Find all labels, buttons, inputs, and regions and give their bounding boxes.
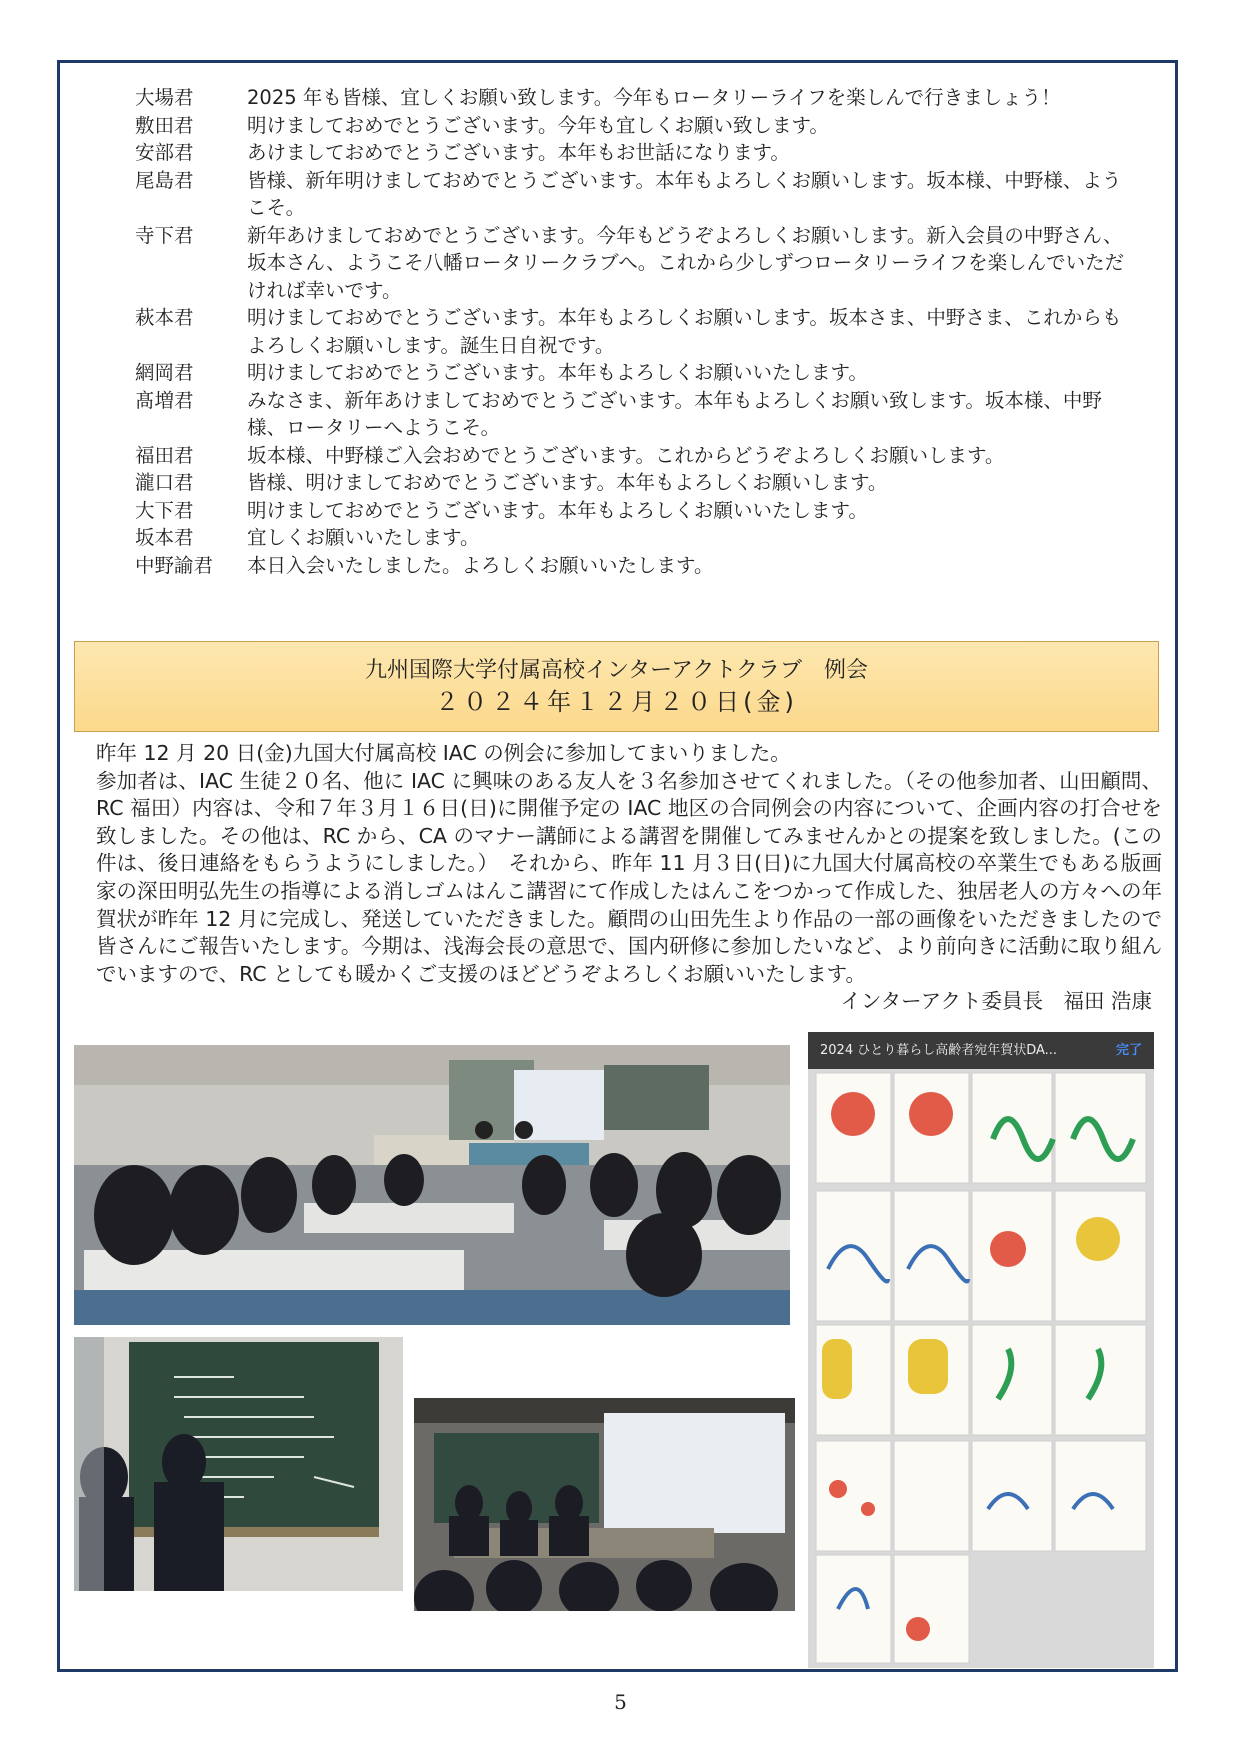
- greeting-message: 明けましておめでとうございます。本年もよろしくお願いいたします。: [247, 361, 868, 384]
- greeting-message: 新年あけましておめでとうございます。今年もどうぞよろしくお願いします。新入会員の中野さん、坂本さん、ようこそ八幡ロータリークラブへ。これから少しずつロータリーライフを楽しんでいただければ幸いです。: [247, 223, 1125, 302]
- greeting-row: [135, 167, 1135, 222]
- greeting-message: 皆様、新年明けましておめでとうございます。本年もよろしくお願いします。坂本様、中野様、ようこそ。: [247, 168, 1122, 219]
- greetings-list: [135, 84, 1135, 579]
- greeting-message: 本日入会いたしました。よろしくお願いいたします。: [247, 553, 714, 577]
- greeting-message: 明けましておめでとうございます。今年も宜しくお願い致します。: [247, 113, 829, 137]
- report-intro: 昨年 12 月 20 日(金)九国大付属高校 IAC の例会に参加してまいりました。: [96, 741, 791, 765]
- cards-app-header: [808, 1032, 1154, 1069]
- new-year-cards-photo: [808, 1032, 1154, 1668]
- greeting-member-name: 敷田君: [135, 113, 194, 137]
- greeting-message: 皆様、明けましておめでとうございます。本年もよろしくお願いします。: [247, 471, 888, 494]
- greeting-row: [135, 304, 1135, 359]
- greeting-row: [135, 112, 1135, 140]
- banner-title: 九州国際大学付属高校インターアクトクラブ 例会: [365, 658, 868, 683]
- greeting-row: [135, 497, 1135, 525]
- greeting-message: あけましておめでとうございます。本年もお世話になります。: [247, 141, 790, 164]
- greeting-member-name: 尾島君: [135, 168, 194, 192]
- report-body: [96, 740, 1162, 1016]
- greeting-row: [135, 552, 1135, 580]
- presentation-photo: [414, 1398, 795, 1611]
- cards-header-title: 2024 ひとり暮らし高齢者宛年賀状DA...: [820, 1043, 1058, 1058]
- greeting-row: [135, 359, 1135, 387]
- greeting-row: [135, 222, 1135, 305]
- greeting-member-name: 坂本君: [135, 526, 194, 549]
- greeting-member-name: 大下君: [135, 498, 194, 522]
- report-signature: インターアクト委員長 福田 浩康: [840, 989, 1152, 1014]
- page-number: 5: [614, 1690, 627, 1714]
- greeting-row: [135, 524, 1135, 552]
- greeting-member-name: 中野諭君: [135, 553, 214, 577]
- greeting-member-name: 萩本君: [135, 306, 194, 329]
- greeting-member-name: 瀧口君: [135, 471, 194, 494]
- greeting-message: 2025 年も皆様、宜しくお願い致します。今年もロータリーライフを楽しんで行きましょう！: [247, 86, 1061, 109]
- classroom-photo: [74, 1045, 790, 1325]
- greeting-message: 坂本様、中野様ご入会おめでとうございます。これからどうぞよろしくお願いします。: [247, 443, 1005, 467]
- greeting-member-name: 網岡君: [135, 361, 194, 384]
- report-paragraph: 参加者は、IAC 生徒２０名、他に IAC に興味のある友人を３名参加させてくれました。（その他参加者、山田顧問、RC 福田）内容は、令和７年３月１６日(日)に開催予定の IAC 地区の合同例会の内容について、企画内容の打合せを致しました。その他は、RC から、CA のマナー講師による講習を開催してみませんかとの提案を致しました。(この件は、後日連絡をもらうようにしました。） それから、昨年 11 月３日(日)に九国大付属高校の卒業生でもある版画家の深田明弘先生の指導による消しゴムはんこ講習にて作成したはんこをつかって作成した、独居老人の方々への年賀状が昨年 12 月に完成し、発送していただきました。顧問の山田先生より作品の一部の画像をいただきましたので皆さんにご報告いたします。今期は、浅海会長の意思で、国内研修に参加したいなど、より前向きに活動に取り組んでいますので、RC としても暖かくご支援のほどどうぞよろしくお願いいたします。: [96, 768, 1162, 986]
- greeting-member-name: 福田君: [135, 443, 194, 467]
- greeting-row: [135, 84, 1135, 112]
- blackboard-photo: [74, 1337, 403, 1591]
- greeting-member-name: 大場君: [135, 86, 194, 109]
- greeting-message: 宜しくお願いいたします。: [247, 526, 480, 549]
- meeting-banner: [74, 641, 1159, 732]
- greeting-message: みなさま、新年あけましておめでとうございます。本年もよろしくお願い致します。坂本様、中野様、ロータリーへようこそ。: [247, 388, 1102, 439]
- greeting-row: [135, 139, 1135, 167]
- banner-date: ２０２４年１２月２０日(金): [435, 688, 798, 716]
- greeting-member-name: 寺下君: [135, 223, 194, 247]
- greeting-row: [135, 442, 1135, 470]
- greeting-member-name: 安部君: [135, 141, 194, 164]
- done-button: 完了: [1115, 1043, 1142, 1058]
- greeting-message: 明けましておめでとうございます。本年もよろしくお願いします。坂本さま、中野さま、これからもよろしくお願いします。誕生日自祝です。: [247, 306, 1122, 357]
- greeting-member-name: 髙増君: [135, 388, 194, 412]
- greeting-row: [135, 387, 1135, 442]
- greeting-message: 明けましておめでとうございます。本年もよろしくお願いいたします。: [247, 498, 868, 522]
- greeting-row: [135, 469, 1135, 497]
